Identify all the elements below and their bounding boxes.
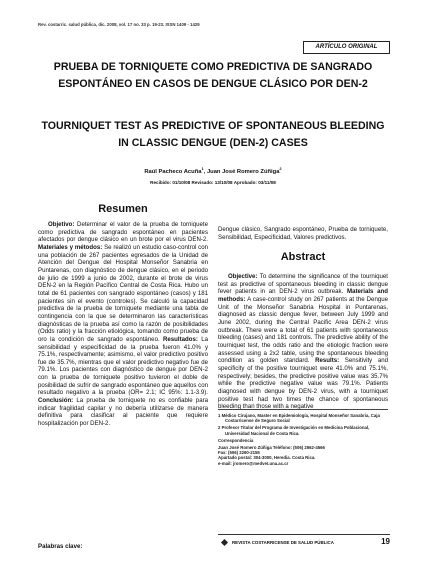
abstract-heading: Abstract [280,251,326,263]
keywords-label-line [38,543,208,553]
journal-diamond-icon [221,539,228,546]
paragraph-text: Se realizó un estudio caso-control con una población de 267 pacientes egresados de la Unidad de Atención del Dengue del Hospital Monseñor Sanabria en Puntarenas, con diagnóstico de dengue clásico, en el periodo de julio de 1999 a junio de 2002, durante el brote de virus DEN-2 en la Región Pacífico Central de Costa Rica. Hubo un total de 61 pacientes con sangrado espontáneo (casos) y 181 pacientes sin el evento (controles). Se calculó la capacidad predictiva de la prueba de torniquete mediante una tabla de contingencia con la que se determinaron las características diagnósticas de la prueba así como la razón de posibilidades (Odds ratio) y la fracción etiológica, tomando como prueba de oro la condición de sangrado espontáneo. [38,243,208,343]
correspondence-name: Juan José Romero Zúñiga Teléfono: (506) 2562-4566 [218,444,325,450]
author-affiliation-mark: 1 [201,166,204,171]
page-footer [218,534,390,547]
footnote-1: 1 Médico Cirujano, Master en Epidemiología, Hospital Monseñor Sanabria, Caja Costarricense de Seguro Social [218,413,380,424]
running-head: Rev. costarric. salud pública, dic. 2008, vol. 17 no. 33 p. 19-23. ISSN 1409 - 1429 [38,22,200,27]
resumen-body [38,221,208,511]
author-name: Raúl Pacheco Acuña [144,168,202,175]
footer-journal-name: REVISTA COSTARRICENSE DE SALUD PÚBLICA [232,540,334,545]
paragraph-text: La prueba de torniquete no es confiable para indicar fragilidad capilar y no debería utilizarse de manera definitiva para clasificar al paciente que requiere hospitalización por DEN-2. [38,397,208,428]
paragraph-text: A case-control study on 267 patients at the Dengue Unit of the Monseñor Sanabria Hospital in Puntarenas, diagnosed as classic dengue fever, between July 1999 and June 2002, during the Central Pacific Area DEN-2 virus outbreak. There were a total of 61 patients with spontaneous bleeding (cases) and 181 controls. The predictive ability of the tourniquet test, the odds ratio and the etiologic fraction were assessed using a 2x2 table, using the spontaneous bleeding condition as golden standard. [218,295,388,365]
section-label: Conclusión: [38,397,74,405]
correspondence-label: Correspondencia [218,437,254,443]
footnotes [218,413,388,466]
author-affiliation-mark: 2 [279,166,282,171]
resumen-heading: Resumen [98,203,148,215]
abstract-body [218,273,389,411]
keywords-label: Palabras clave: [38,543,83,550]
footnote-2: 2 Profesor Titular del Programa de Investigación en Medicina Poblacional, Universidad Nacional de Costa Rica. [218,425,370,436]
correspondence-address: Apartado postal: 304-3000, Heredia. Costa Rica. [218,455,316,461]
author-separator: , [203,168,207,175]
submission-dates: Recibido: 01/10/08 Revisado: 13/10/08 Aprobado: 03/11/08 [150,180,276,185]
author-line [40,166,386,175]
correspondence-email: e-mail: jromero@medvet.una.ac.cr [218,460,289,466]
section-label: Materiales y métodos: [38,243,103,251]
section-label: Objective: [228,273,258,280]
paragraph-text: To determine the significance of the tourniquet test as predictive of spontaneous bleeding in classic dengue fever patients in an DEN-2 virus outbreak. [218,273,388,296]
correspondence-fax: Fax: (506) 2260-2155 [218,449,260,455]
paragraph-text: Sensitivity and specificity of the positive tourniquet were 41.0% and 75.1%, respectively; besides, the predictive positive value was 35.7% while the predictive negative value was 79.1%. Patients diagnosed with dengue by DEN-2 virus, with a tourniquet positive test had two times the chance of spontaneous bleeding than those with a negative [218,357,389,411]
paragraph-text: La sensibilidad y especificidad de la prueba fueron 41.0% y 75.1%, respectivamente; asimismo, el valor predictivo positivo fue de 35.7%, mientras que el valor predictivo negativo fue de 79.1%. Los pacientes con diagnóstico de dengue por DEN-2 con la prueba de torniquete positivo tuvieron el doble de posibilidad de sufrir de sangrado espontáneo que aquellos con resultado negativo a la prueba (OR= 2.1; IC 95%: 1.1-3.9). [38,335,208,397]
author-name: Juan José Romero Zúñiga [206,168,280,175]
article-type-badge: ARTÍCULO ORIGINAL [303,41,390,54]
spanish-title: PRUEBA DE TORNIQUETE COMO PREDICTIVA DE SANGRADO ESPONTÁNEO EN CASOS DE DENGUE CLÁSICO POR DEN-2 [53,61,373,90]
footnote-divider [218,409,388,410]
section-label: Objetivo: [48,221,75,228]
page-number: 19 [381,537,390,546]
section-label: Resultados: [162,335,198,343]
section-label: Materials and methods: [218,288,388,303]
paragraph-text: Determinar el valor de la prueba de torniquete como predictiva de sangrado espontáneo en pacientes afectados por dengue clásico en un brote por el virus DEN-2. [38,221,208,244]
english-title: TOURNIQUET TEST AS PREDICTIVE OF SPONTANEOUS BLEEDING IN CLASSIC DENGUE (DEN-2) CASES [41,120,385,149]
keywords-list: Dengue clásico, Sangrado espontáneo, Prueba de torniquete, Sensibilidad, Especificidad, Valores predictivos. [218,226,388,241]
section-label: Results: [315,357,340,365]
